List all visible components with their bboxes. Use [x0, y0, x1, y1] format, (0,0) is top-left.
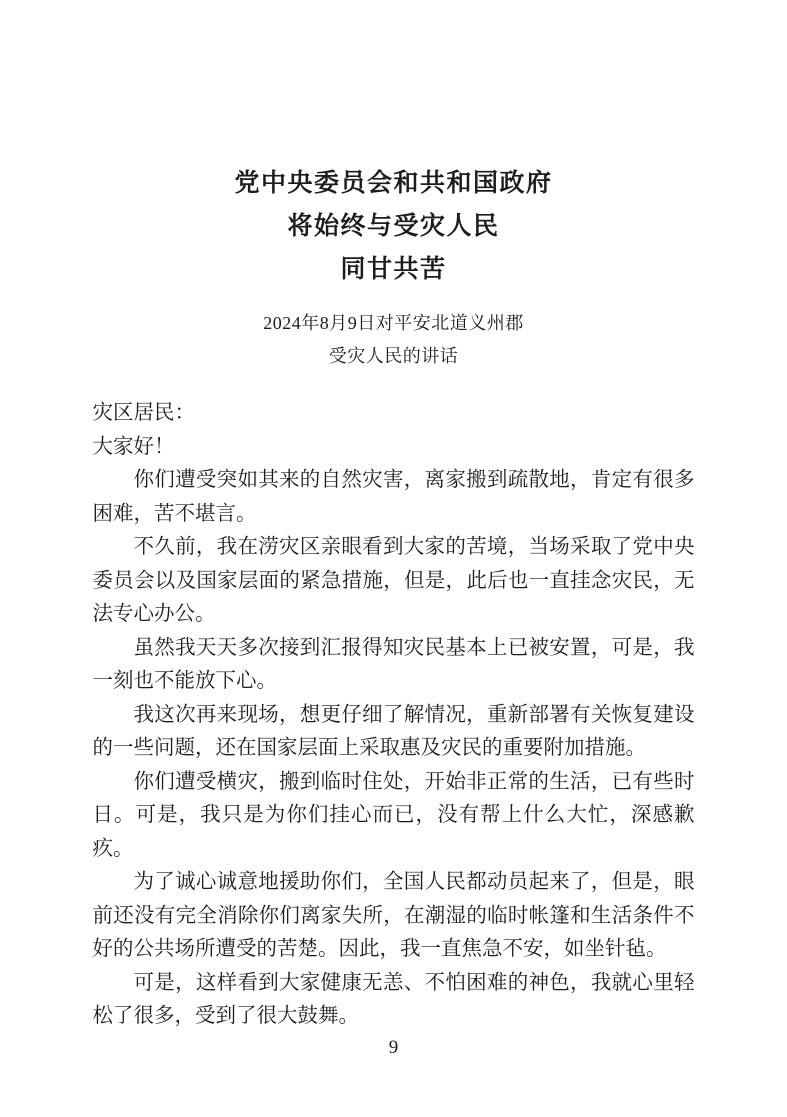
title-line-2: 将始终与受灾人民: [287, 212, 500, 240]
body-paragraph: 虽然我天天多次接到汇报得知灾民基本上已被安置，可是，我一刻也不能放下心。: [92, 636, 695, 692]
document-subtitle: [0, 307, 787, 373]
page-number: 9: [388, 1037, 399, 1058]
body-paragraph: 可是，这样看到大家健康无恙、不怕困难的神色，我就心里轻松了很多，受到了很大鼓舞。: [92, 971, 695, 1027]
salutation-line: 灾区居民：: [92, 402, 195, 424]
title-line-1: 党中央委员会和共和国政府: [234, 169, 553, 197]
body-paragraph: 不久前，我在涝灾区亲眼看到大家的苦境，当场采取了党中央委员会以及国家层面的紧急措施，但是，此后也一直挂念灾民，无法专心办公。: [92, 536, 695, 625]
subtitle-line-2: 受灾人民的讲话: [328, 346, 459, 366]
body-paragraph: 我这次再来现场，想更仔细了解情况，重新部署有关恢复建设的一些问题，还在国家层面上采取惠及灾民的重要附加措施。: [92, 703, 695, 759]
document-body: [93, 397, 695, 1034]
document-title: [0, 0, 787, 291]
body-paragraph: 你们遭受突如其来的自然灾害，离家搬到疏散地，肯定有很多困难，苦不堪言。: [92, 469, 695, 525]
body-paragraph: 你们遭受横灾，搬到临时住处，开始非正常的生活，已有些时日。可是，我只是为你们挂心而已，没有帮上什么大忙，深感歉疚。: [92, 770, 695, 860]
salutation-line: 大家好！: [92, 435, 175, 458]
subtitle-line-1: 2024年8月9日对平安北道义州郡: [263, 313, 524, 333]
body-paragraph: 为了诚心诚意地援助你们，全国人民都动员起来了，但是，眼前还没有完全消除你们离家失所，在潮湿的临时帐篷和生活条件不好的公共场所遭受的苦楚。因此，我一直焦急不安，如坐针毡。: [92, 871, 695, 960]
title-line-3: 同甘共苦: [340, 255, 447, 283]
